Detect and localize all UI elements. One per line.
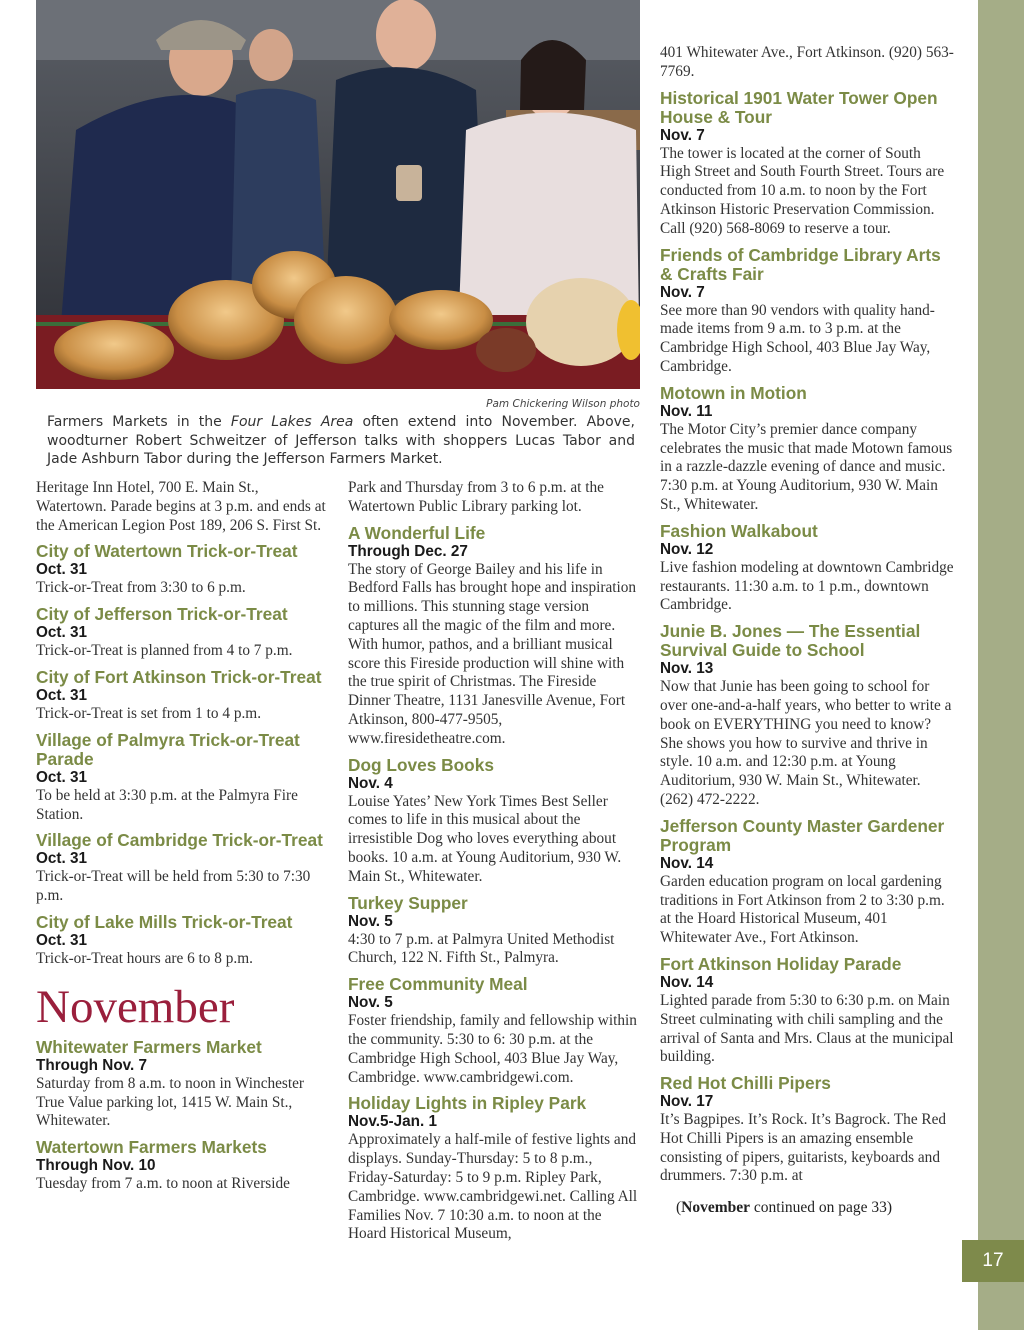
continued-open-paren: ( bbox=[676, 1199, 682, 1217]
photo-caption bbox=[47, 413, 635, 469]
event-body: It’s Bagpipes. It’s Rock. It’s Bagrock. The Red Hot Chilli Pipers is an amazing ensemble consisting of pipers, guitarists, keyboards and drummers. 7:30 p.m. at bbox=[660, 1111, 947, 1185]
page-number: 17 bbox=[962, 1240, 1024, 1282]
event-body: Louise Yates’ New York Times Best Seller comes to life in this musical about the irresistible Dog who loves everything about books. 10 a.m. at Young Auditorium, 930 W. Main St., Whitewater. bbox=[348, 792, 622, 885]
event-title: Dog Loves Books bbox=[348, 754, 494, 775]
event-date: Nov. 14 bbox=[660, 854, 714, 872]
event-title: Friends of Cambridge Library Arts & Crafts Fair bbox=[660, 244, 941, 284]
event-body: To be held at 3:30 p.m. at the Palmyra Fire Station. bbox=[36, 786, 298, 823]
event-title: Junie B. Jones — The Essential Survival Guide to School bbox=[660, 621, 921, 661]
event-body: 4:30 to 7 p.m. at Palmyra United Methodist Church, 122 N. Fifth St., Palmyra. bbox=[348, 930, 615, 967]
page-edge-sidebar bbox=[978, 0, 1024, 1330]
event-date: Nov. 5 bbox=[348, 912, 393, 930]
event-date: Nov. 11 bbox=[660, 402, 713, 420]
event-title: City of Fort Atkinson Trick-or-Treat bbox=[36, 666, 322, 687]
event-date: Oct. 31 bbox=[36, 931, 88, 949]
event-body: The tower is located at the corner of South High Street and South Fourth Street. Tours are conducted from 10 a.m. to noon by the Fort Atkinson Historic Preservation Commission. Call (920) 568-8069 to reserve a tour. bbox=[660, 144, 945, 237]
event-body: Saturday from 8 a.m. to noon in Winchester True Value parking lot, 1415 W. Main St., Whitewater. bbox=[36, 1074, 305, 1130]
event-date: Through Nov. 7 bbox=[36, 1056, 148, 1074]
photo-illustration bbox=[36, 0, 640, 389]
event-title: A Wonderful Life bbox=[348, 522, 486, 543]
month-heading: November bbox=[36, 980, 235, 1033]
market-photo bbox=[36, 0, 640, 389]
col1-intro: Heritage Inn Hotel, 700 E. Main St., Watertown. Parade begins at 3 p.m. and ends at the American Legion Post 189, 206 S. First St. bbox=[36, 479, 326, 534]
event-title: Turkey Supper bbox=[348, 892, 468, 913]
caption-text-end: often extend into November. Above, woodturner Robert Schweitzer of Jefferson talks with shoppers Lucas Tabor and Jade Ashburn Tabor during the Jefferson Farmers Market. bbox=[47, 414, 635, 468]
event-date: Oct. 31 bbox=[36, 561, 88, 579]
continued-text: continued on page 33) bbox=[750, 1199, 893, 1217]
event-title: Historical 1901 Water Tower Open House & Tour bbox=[660, 87, 938, 127]
caption-italic-place: Four Lakes Area bbox=[230, 414, 354, 430]
event-title: City of Lake Mills Trick-or-Treat bbox=[36, 911, 293, 932]
event-date: Oct. 31 bbox=[36, 686, 88, 704]
event-body: The story of George Bailey and his life in Bedford Falls has brought hope and inspiration to millions. This stunning stage version captures all the magic of the film and more. With humor, pathos, and a brilliant musical score this Fireside production will shine with the true spirit of Christmas. The Fireside Dinner Theatre, 1131 Janesville Avenue, Fort Atkinson, 800-477-9505, www.firesidetheatre.com. bbox=[348, 560, 637, 747]
event-title: Free Community Meal bbox=[348, 974, 528, 995]
event-body: Trick-or-Treat is set from 1 to 4 p.m. bbox=[36, 704, 262, 722]
event-body: Foster friendship, family and fellowship within the community. 5:30 to 6: 30 p.m. at the Cambridge High School, 403 Blue Jay Way, Cambridge. www.cambridgewi.com. bbox=[348, 1012, 637, 1086]
event-title: Red Hot Chilli Pipers bbox=[660, 1073, 831, 1094]
column-3 bbox=[660, 44, 954, 1218]
event-date: Nov. 7 bbox=[660, 126, 705, 144]
event-body: Tuesday from 7 a.m. to noon at Riverside bbox=[36, 1175, 290, 1193]
event-body: Lighted parade from 5:30 to 6:30 p.m. on Main Street culminating with chili sampling and the arrival of Santa and Mrs. Claus at the municipal building. bbox=[660, 991, 954, 1066]
event-title: Whitewater Farmers Market bbox=[36, 1036, 262, 1057]
event-body: Trick-or-Treat will be held from 5:30 to 7:30 p.m. bbox=[36, 868, 311, 905]
event-date: Through Dec. 27 bbox=[348, 542, 468, 560]
event-title: City of Watertown Trick-or-Treat bbox=[36, 541, 298, 562]
event-title: Jefferson County Master Gardener Program bbox=[660, 815, 945, 855]
event-title: Village of Palmyra Trick-or-Treat Parade bbox=[36, 729, 300, 769]
event-date: Nov. 12 bbox=[660, 540, 714, 558]
event-date: Nov.5-Jan. 1 bbox=[348, 1113, 437, 1131]
event-date: Oct. 31 bbox=[36, 768, 88, 786]
event-body: Trick-or-Treat hours are 6 to 8 p.m. bbox=[36, 949, 253, 967]
event-date: Nov. 13 bbox=[660, 660, 714, 678]
event-date: Oct. 31 bbox=[36, 624, 88, 642]
event-title: Holiday Lights in Ripley Park bbox=[348, 1093, 587, 1114]
event-title: City of Jefferson Trick-or-Treat bbox=[36, 604, 288, 625]
photo-credit: Pam Chickering Wilson photo bbox=[486, 398, 640, 410]
column-1 bbox=[36, 479, 326, 1194]
column-2 bbox=[348, 479, 640, 1244]
event-title: Village of Cambridge Trick-or-Treat bbox=[36, 830, 323, 851]
event-date: Nov. 4 bbox=[348, 774, 393, 792]
event-date: Through Nov. 10 bbox=[36, 1157, 156, 1175]
event-body: Trick-or-Treat from 3:30 to 6 p.m. bbox=[36, 579, 246, 597]
event-title: Motown in Motion bbox=[660, 382, 807, 403]
event-body: Now that Junie has been going to school for over one-and-a-half years, who better to write a book on EVERYTHING you need to know? She shows you how to survive and thrive in style. 10 a.m. and 12:30 p.m. at Young Auditorium, 930 W. Main St., Whitewater. (262) 472-2222. bbox=[660, 678, 952, 808]
event-date: Nov. 17 bbox=[660, 1093, 714, 1111]
event-date: Nov. 14 bbox=[660, 973, 714, 991]
event-body: The Motor City’s premier dance company celebrates the music that made Motown famous in a razzle-dazzle evening of dance and music. 7:30 p.m. at Young Auditorium, 930 W. Main St., Whitewater. bbox=[660, 420, 953, 513]
event-title: Fashion Walkabout bbox=[660, 520, 818, 541]
col3-intro: 401 Whitewater Ave., Fort Atkinson. (920) 563-7769. bbox=[660, 44, 954, 80]
event-date: Nov. 7 bbox=[660, 283, 705, 301]
event-body: Garden education program on local gardening traditions in Fort Atkinson from 2 to 3:30 p.m. at the Hoard Historical Museum, 401 Whitewater Ave., Fort Atkinson. bbox=[660, 872, 945, 947]
event-body: Trick-or-Treat is planned from 4 to 7 p.m. bbox=[36, 642, 293, 660]
caption-text-start: Farmers Markets in the bbox=[47, 414, 231, 430]
event-body: See more than 90 vendors with quality hand-made items from 9 a.m. to 3 p.m. at the Cambridge High School, 403 Blue Jay Way, Cambridge. bbox=[660, 301, 935, 375]
event-date: Oct. 31 bbox=[36, 850, 88, 868]
col2-intro: Park and Thursday from 3 to 6 p.m. at the Watertown Public Library parking lot. bbox=[348, 479, 604, 515]
event-date: Nov. 5 bbox=[348, 994, 393, 1012]
event-body: Live fashion modeling at downtown Cambridge restaurants. 11:30 a.m. to 1 p.m., downtown Cambridge. bbox=[660, 558, 954, 614]
event-body: Approximately a half-mile of festive lights and displays. Sunday-Thursday: 5 to 8 p.m., Friday-Saturday: 5 to 9 p.m. Ripley Park, Cambridge. www.cambridgewi.net. Calling All Families Nov. 7 10:30 a.m. to noon at the Hoard Historical Museum, bbox=[348, 1131, 638, 1243]
event-title: Fort Atkinson Holiday Parade bbox=[660, 953, 902, 974]
event-title: Watertown Farmers Markets bbox=[36, 1137, 267, 1158]
continued-month: November bbox=[681, 1199, 751, 1217]
continued-note bbox=[660, 1198, 954, 1218]
